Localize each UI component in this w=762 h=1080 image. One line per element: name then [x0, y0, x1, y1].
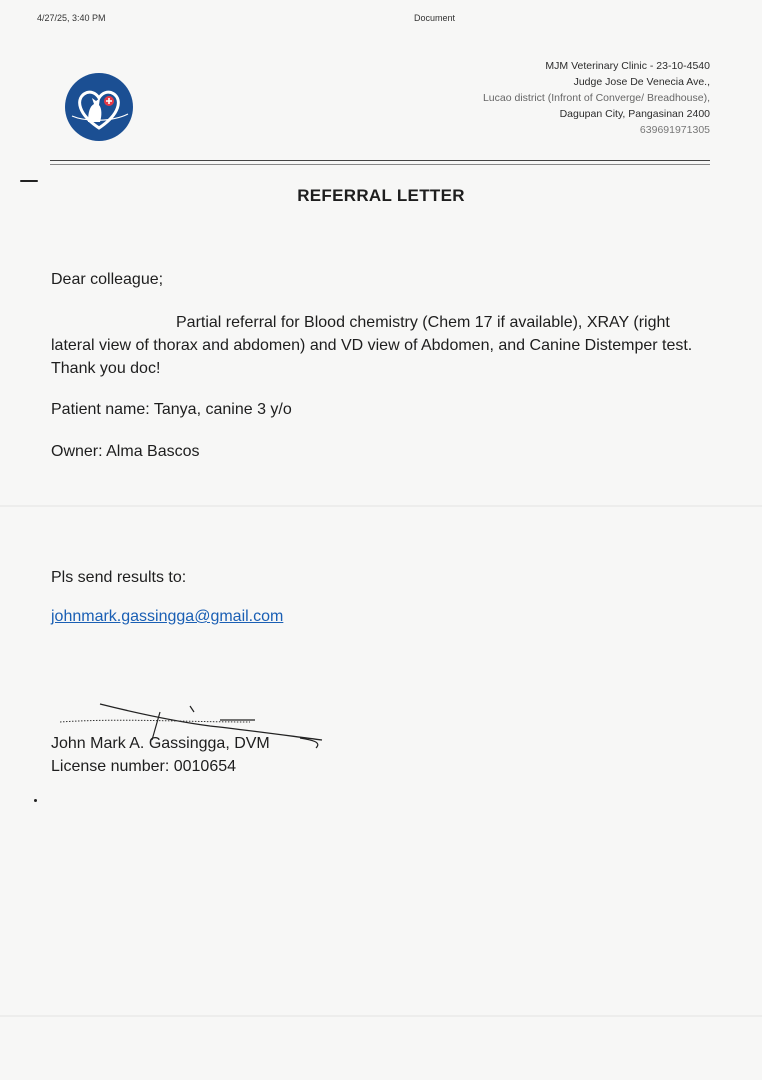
clinic-address-line1: Judge Jose De Venecia Ave.,	[573, 76, 710, 88]
header-divider	[50, 160, 710, 161]
clinic-address-line3: Dagupan City, Pangasinan 2400	[559, 108, 710, 120]
cat-dog-heart-logo-icon	[64, 72, 134, 142]
referral-body: Partial referral for Blood chemistry (Chem 17 if available), XRAY (right lateral view of thorax and abdomen) and VD view of Abdomen, and Canine Distemper test. Thank you doc!	[51, 314, 693, 377]
clinic-header	[350, 58, 710, 138]
print-timestamp: 4/27/25, 3:40 PM	[37, 13, 106, 23]
paper-fold	[0, 1015, 762, 1017]
results-email-link[interactable]: johnmark.gassingga@gmail.com	[51, 608, 284, 625]
clinic-address-line2: Lucao district (Infront of Converge/ Breadhouse),	[482, 92, 710, 104]
license-number: License number: 0010654	[51, 758, 237, 775]
print-title: Document	[414, 13, 456, 23]
clinic-name: MJM Veterinary Clinic - 23-10-4540	[545, 60, 710, 72]
header-divider-secondary	[50, 164, 710, 165]
paper-fold	[0, 505, 762, 507]
send-results-label: Pls send results to:	[51, 569, 187, 586]
signatory-name: John Mark A. Gassingga, DVM	[51, 735, 270, 752]
scan-speck	[34, 799, 37, 802]
scan-speck	[20, 180, 38, 182]
salutation: Dear colleague;	[51, 271, 164, 288]
letter-heading: REFERRAL LETTER	[297, 186, 465, 205]
patient-name: Patient name: Tanya, canine 3 y/o	[51, 401, 292, 418]
owner-name: Owner: Alma Bascos	[51, 443, 200, 460]
clinic-phone: 639691971305	[639, 124, 710, 136]
